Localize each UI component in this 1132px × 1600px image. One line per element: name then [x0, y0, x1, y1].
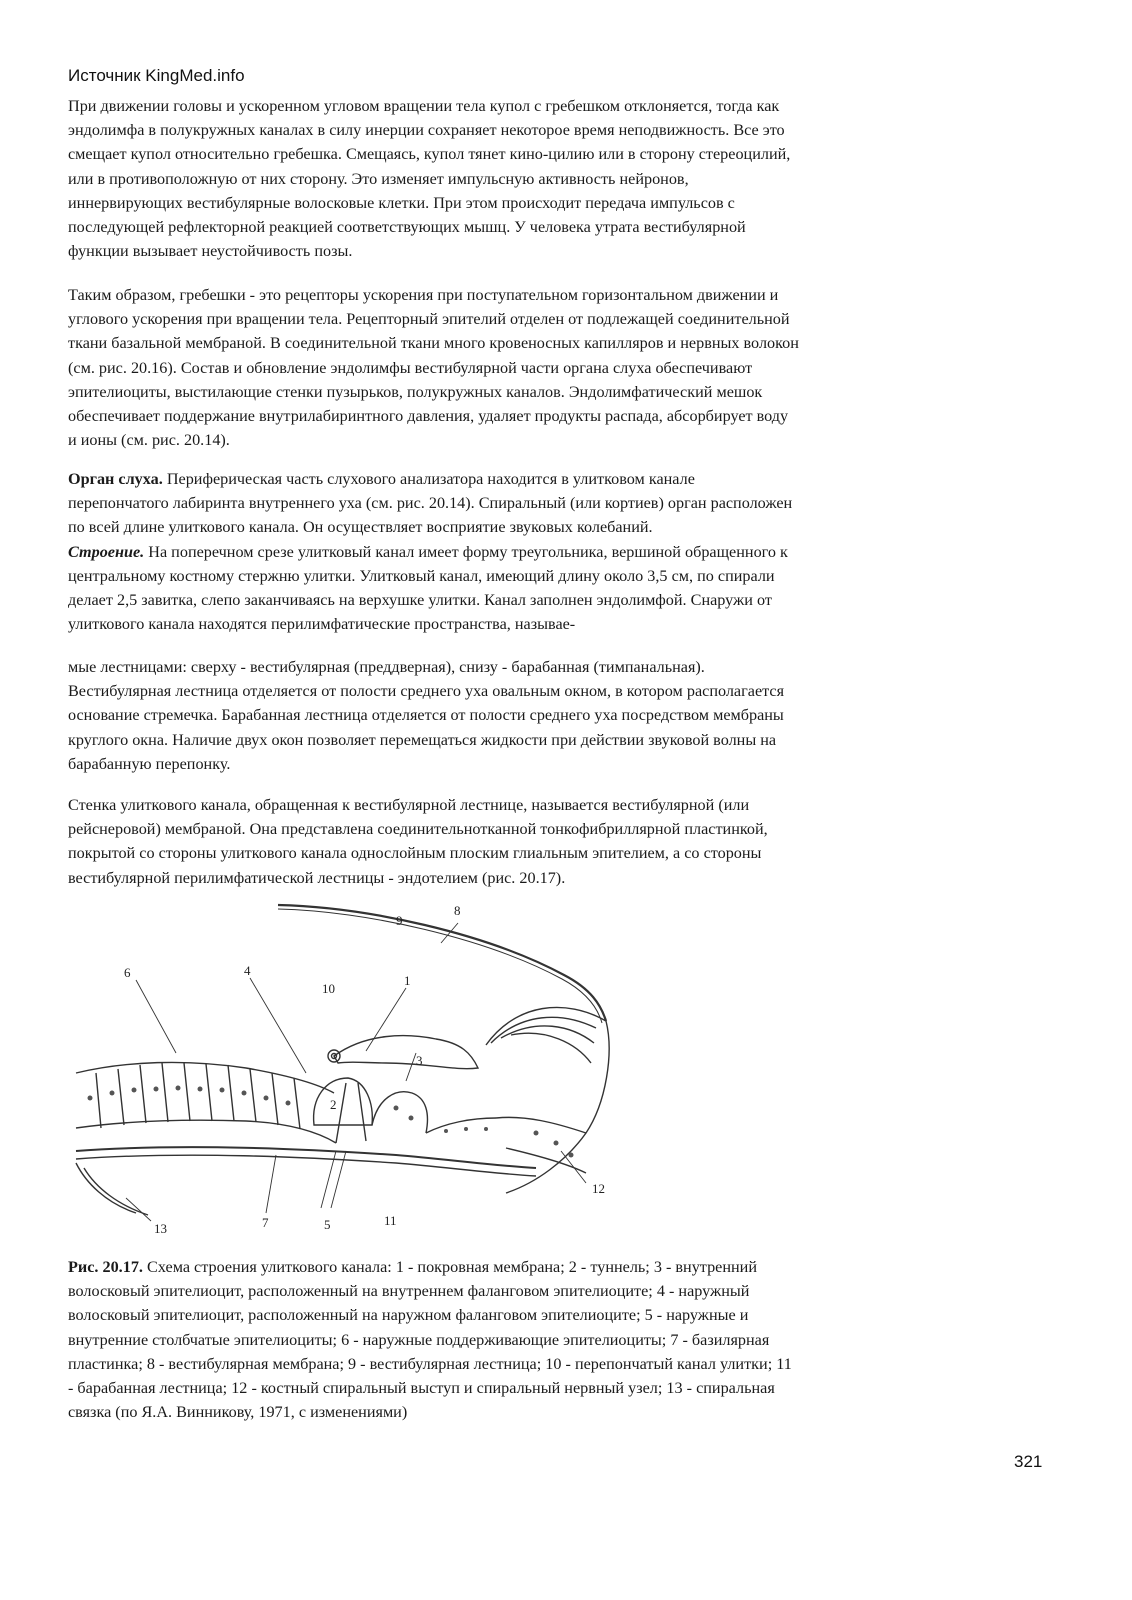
cochlear-duct-illustration [66, 893, 626, 1248]
figure-caption-label: Рис. 20.17. [68, 1258, 143, 1276]
paragraph-hearing-organ [68, 467, 1064, 636]
figure-label-3: 3 [416, 1053, 423, 1068]
figure-label-13: 13 [154, 1221, 167, 1236]
page-number: 321 [1014, 1452, 1043, 1471]
figure-label-5: 5 [324, 1217, 331, 1232]
figure-label-4: 4 [244, 963, 251, 978]
figure-label-10: 10 [322, 981, 335, 996]
figure-label-6: 6 [124, 965, 131, 980]
paragraph-cristae-summary: Таким образом, гребешки - это рецепторы ускорения при поступательном горизонтальном движении и углового ускорения при вращении тела. Рецепторный эпителий отделен от подлежащей соединительной ткани базальной мембраной. В соединительной ткани много кровеносных капилляров и нервных волокон (см. рис. 20.16). Состав и обновление эндолимфы вестибулярной части органа слуха обеспечивают эпителиоциты, выстилающие стенки пузырьков, полукружных каналов. Эндолимфатический мешок обеспечивает поддержание внутрилабиринтного давления, удаляет продукты распада, абсорбирует воду и ионы (см. рис. 20.14). [68, 286, 799, 450]
figure-caption-text: Схема строения улиткового канала: 1 - покровная мембрана; 2 - туннель; 3 - внутренний волосковый эпителиоцит, расположенный на внутреннем фаланговом эпителиоците; 4 - наружный волосковый эпителиоцит, расположенный на наружном фаланговом эпителиоците; 5 - наружные и внутренние столбчатые эпителиоциты; 6 - наружные поддерживающие эпителиоциты; 7 - базилярная пластинка; 8 - вестибулярная мембрана; 9 - вестибулярная лестница; 10 - перепончатый канал улитки; 11 - барабанная лестница; 12 - костный спиральный выступ и спиральный нервный узел; 13 - спиральная связка (по Я.А. Винникову, 1971, с изменениями) [68, 1258, 792, 1422]
figure-label-11: 11 [384, 1213, 397, 1228]
subheading-structure: Строение. [68, 542, 145, 561]
heading-hearing-organ: Орган слуха. [68, 470, 163, 488]
figure-label-2: 2 [330, 1097, 337, 1112]
figure-label-7: 7 [262, 1215, 269, 1230]
figure-caption [68, 1255, 1064, 1424]
paragraph-vestibular-membrane: Стенка улиткового канала, обращенная к вестибулярной лестнице, называется вестибулярной (или рейснеровой) мембраной. Она представлена соединительнотканной тонкофибриллярной пластинкой, покрытой со стороны улиткового канала однослойным плоским глиальным эпителием, а со стороны вестибулярной перилимфатической лестницы - эндотелием (рис. 20.17). [68, 796, 768, 887]
figure-label-1: 1 [404, 973, 411, 988]
hearing-organ-text: Периферическая часть слухового анализатора находится в улитковом канале перепончатого лабиринта внутреннего уха (см. рис. 20.14). Спиральный (или кортиев) орган расположен по всей длине улиткового канала. Он осуществляет восприятие звуковых колебаний. [68, 470, 793, 537]
figure-label-12: 12 [592, 1181, 605, 1196]
paragraph-scalae: мые лестницами: сверху - вестибулярная (преддверная), снизу - барабанная (тимпанальная). Вестибулярная лестница отделяется от полости среднего уха овальным окном, в котором располагается основание стремечка. Барабанная лестница отделяется от полости среднего уха посредством мембраны круглого окна. Наличие двух окон позволяет перемещаться жидкости при действии звуковой волны на барабанную перепонку. [68, 658, 785, 773]
source-header: Источник KingMed.info [68, 66, 245, 85]
paragraph-vestibular-function: При движении головы и ускоренном угловом вращении тела купол с гребешком отклоняется, тогда как эндолимфа в полукружных каналах в силу инерции сохраняет некоторое время неподвижность. Все это смещает купол относительно гребешка. Смещаясь, купол тянет кино-цилию или в сторону стереоцилий, или в противоположную от них сторону. Это изменяет импульсную активность нейронов, иннервирующих вестибулярные волосковые клетки. При этом происходит передача импульсов с последующей рефлекторной реакцией соответствующих мышц. У человека утрата вестибулярной функции вызывает неустойчивость позы. [68, 97, 791, 261]
figure-label-9: 9 [396, 913, 403, 928]
cochlear-duct-figure [66, 893, 626, 1248]
structure-text: На поперечном срезе улитковый канал имеет форму треугольника, вершиной обращенного к центральному костному стержню улитки. Улитковый канал, имеющий длину около 3,5 см, по спирали делает 2,5 завитка, слепо заканчиваясь на верхушке улитки. Канал заполнен эндолимфой. Снаружи от улиткового канала находятся перилимфатические пространства, называе- [68, 542, 788, 634]
figure-label-8: 8 [454, 903, 461, 918]
